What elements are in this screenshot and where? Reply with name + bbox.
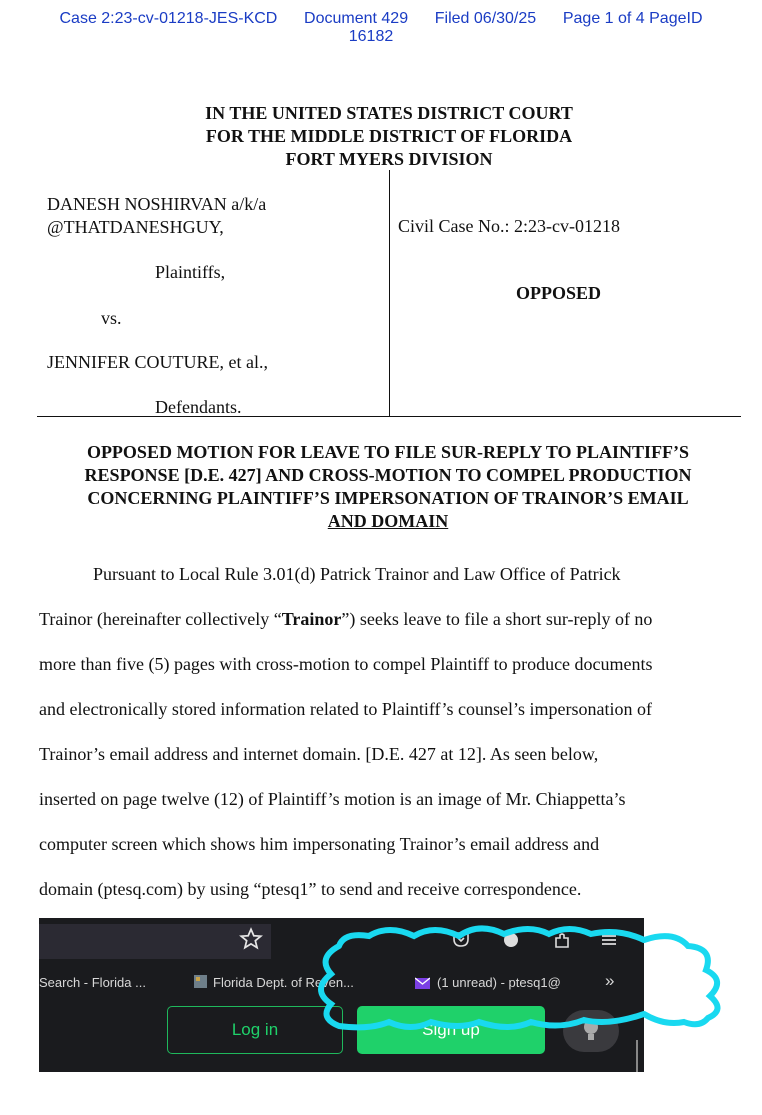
defendants-label: Defendants.: [155, 397, 242, 417]
menu-icon: [599, 930, 619, 950]
body-line-2-start: Trainor (hereinafter collectively “: [39, 609, 282, 629]
case-caption: [37, 170, 741, 417]
header-document-number: Document 429: [304, 10, 409, 27]
body-line-2-end: ”) seeks leave to file a short sur-reply of no: [341, 609, 653, 629]
pocket-icon: [451, 930, 471, 950]
court-heading: [0, 102, 762, 171]
extensions-icon: [552, 930, 572, 950]
lightbulb-icon: [563, 1010, 619, 1052]
header-case-number: Case 2:23-cv-01218-JES-KCD: [59, 10, 278, 27]
bookmarks-toolbar: [39, 970, 644, 996]
plaintiffs-label: Plaintiffs,: [155, 262, 226, 282]
body-line-4: and electronically stored information related to Plaintiff’s counsel’s impersonation of: [39, 699, 653, 719]
body-line-2: [39, 597, 744, 642]
login-button[interactable]: Log in: [167, 1006, 343, 1054]
court-line-2: FOR THE MIDDLE DISTRICT OF FLORIDA: [205, 126, 573, 146]
body-line-3: more than five (5) pages with cross-motion to compel Plaintiff to produce documents: [39, 654, 653, 674]
scrollbar-divider: [636, 1040, 638, 1072]
filing-header: [0, 10, 762, 46]
shield-icon: [501, 930, 521, 950]
court-line-1: IN THE UNITED STATES DISTRICT COURT: [205, 103, 573, 123]
body-line-8: domain (ptesq.com) by using “ptesq1” to send and receive correspondence.: [39, 879, 582, 899]
body-line-5: Trainor’s email address and internet domain. [D.E. 427 at 12]. As seen below,: [39, 744, 599, 764]
versus-label: vs.: [101, 308, 122, 328]
title-line-2: RESPONSE [D.E. 427] AND CROSS-MOTION TO COMPEL PRODUCTION: [84, 465, 692, 485]
title-line-3: CONCERNING PLAINTIFF’S IMPERSONATION OF TRAINOR’S EMAIL: [87, 488, 689, 508]
body-line-1: Pursuant to Local Rule 3.01(d) Patrick Trainor and Law Office of Patrick: [93, 564, 621, 584]
header-page-info: Page 1 of 4 PageID: [562, 10, 703, 27]
body-line-7: computer screen which shows him impersonating Trainor’s email address and: [39, 834, 600, 854]
body-paragraph: [39, 552, 744, 912]
bookmark-florida-dept-revenue[interactable]: Florida Dept. of Reven...: [213, 975, 354, 990]
bookmarks-overflow[interactable]: »: [605, 971, 615, 990]
bookmark-unread-mail[interactable]: (1 unread) - ptesq1@: [437, 975, 561, 990]
defendant-name: JENNIFER COUTURE, et al.,: [47, 352, 268, 372]
header-filed-date: Filed 06/30/25: [434, 10, 537, 27]
highlight-cloud-annotation-edge: [644, 918, 724, 1072]
court-line-3: FORT MYERS DIVISION: [285, 149, 493, 169]
opposed-label: OPPOSED: [516, 283, 602, 303]
signup-button[interactable]: Sign up: [357, 1006, 545, 1054]
mail-favicon: [415, 976, 430, 991]
body-line-6: inserted on page twelve (12) of Plaintiff’s motion is an image of Mr. Chiappetta’s: [39, 789, 626, 809]
url-bar: [39, 924, 271, 959]
motion-title: [30, 441, 746, 533]
title-line-1: OPPOSED MOTION FOR LEAVE TO FILE SUR-REPLY TO PLAINTIFF’S: [86, 442, 690, 462]
bookmark-search-florida[interactable]: Search - Florida ...: [39, 975, 146, 990]
header-pageid: 16182: [348, 28, 394, 45]
embedded-browser-screenshot: [39, 918, 644, 1072]
caption-parties: [37, 170, 390, 416]
defined-term-trainor: Trainor: [281, 609, 342, 629]
title-line-4: AND DOMAIN: [327, 511, 449, 531]
civil-case-number: Civil Case No.: 2:23-cv-01218: [398, 216, 620, 236]
plaintiff-name: DANESH NOSHIRVAN a/k/a: [47, 194, 267, 214]
star-icon: [238, 926, 264, 952]
florida-favicon: [193, 974, 208, 989]
lightbulb-button[interactable]: [563, 1010, 619, 1052]
caption-case-info: [398, 170, 741, 416]
plaintiff-handle: @THATDANESHGUY,: [47, 217, 224, 237]
